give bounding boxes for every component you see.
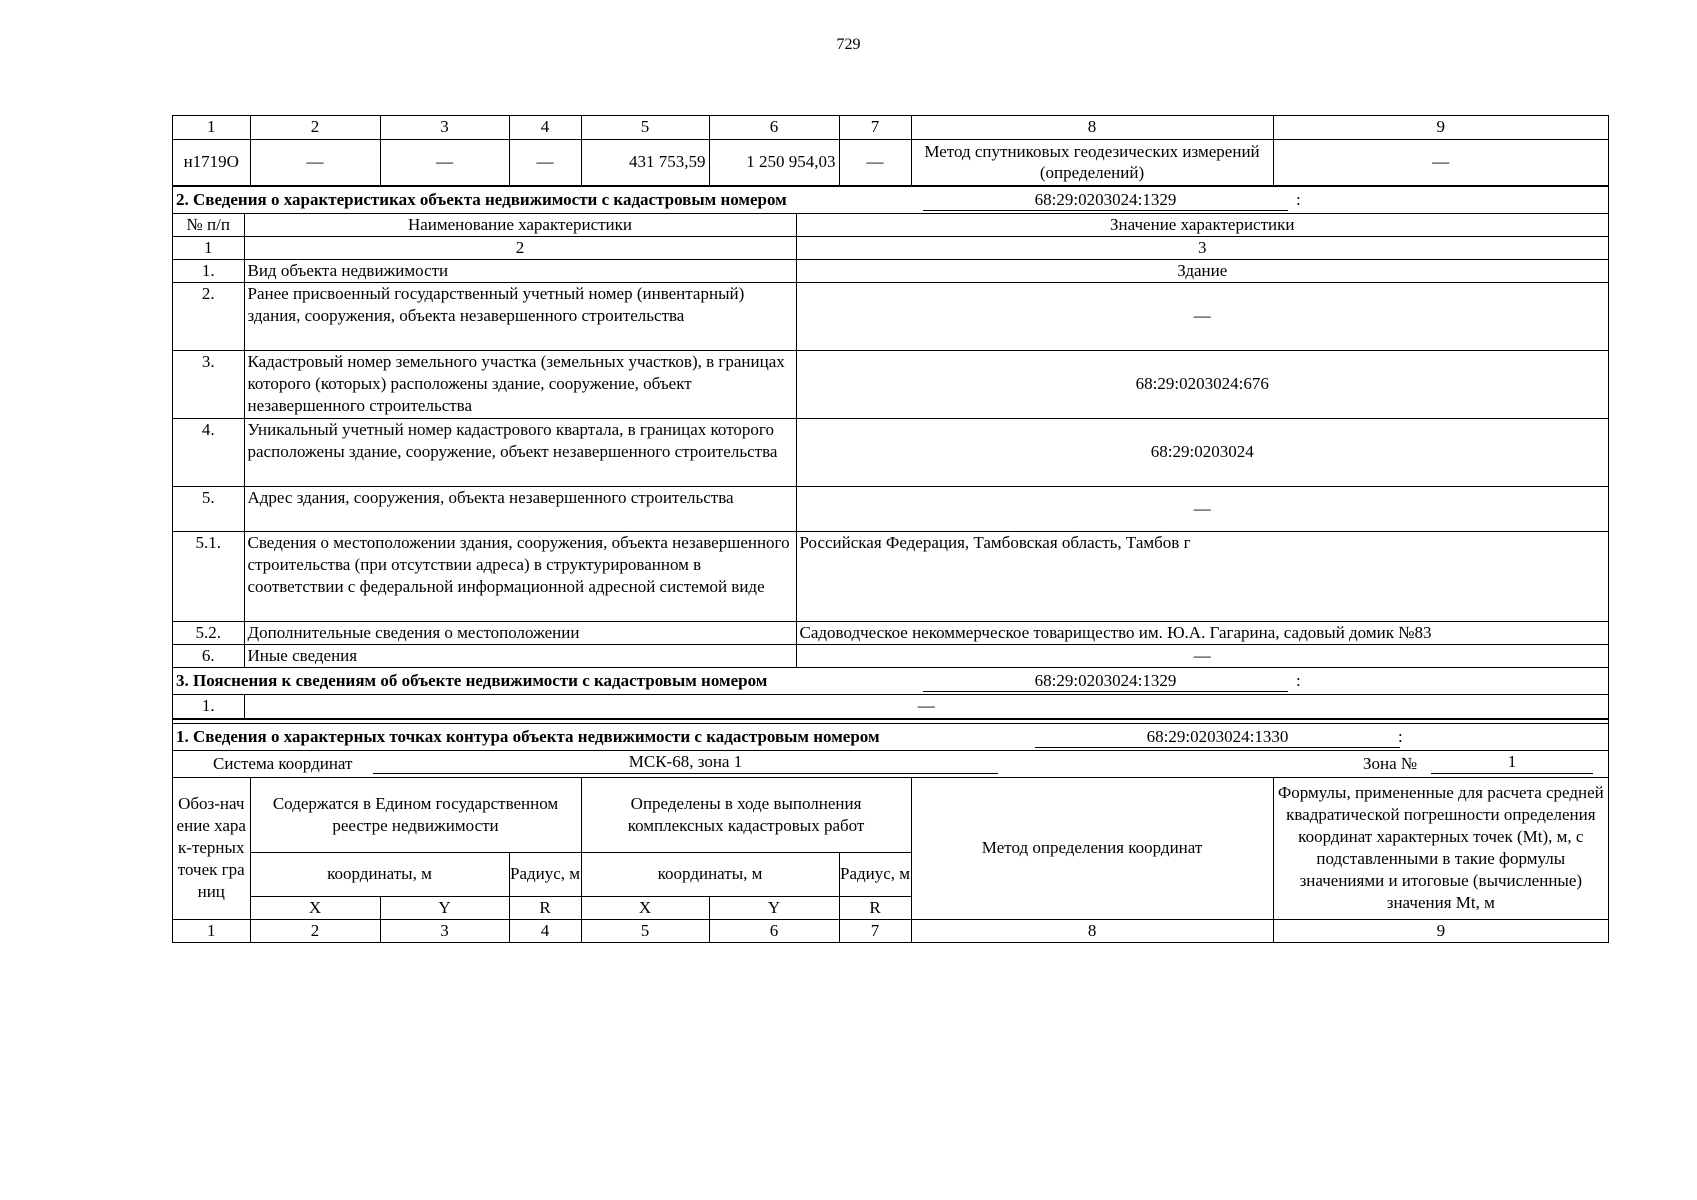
kkr-x: 431 753,59 <box>581 139 709 185</box>
row-name: Иные сведения <box>244 644 796 667</box>
row-value: Российская Федерация, Тамбовская область, Тамбов г <box>796 531 1608 621</box>
section1b-title: 1. Сведения о характерных точках контура объекта недвижимости с кадастровым номером <box>176 727 880 746</box>
section3-colon: : <box>1296 670 1301 690</box>
row-name: Уникальный учетный номер кадастрового квартала, в границах которого расположены здание, сооружение, объект незавершенного строительства <box>244 418 796 486</box>
col-number: 7 <box>839 919 911 942</box>
col-number: 6 <box>709 116 839 139</box>
row-num: 5. <box>173 486 244 531</box>
zone-label: Зона № <box>1363 754 1418 773</box>
characteristic-row <box>173 621 1608 644</box>
row-name: Кадастровый номер земельного участка (земельных участков), в границах которого (которых) расположены здание, сооружение, объект незавершенного строительства <box>244 350 796 418</box>
col-number: 2 <box>250 116 380 139</box>
egrn-y: — <box>380 139 509 185</box>
header-formula: Формулы, примененные для расчета средней квадратической погрешности определения координат характерных точек (Mt), м, с подставленными в такие формулы значениями и итоговые (вычисленные) значения Mt, м <box>1273 778 1608 919</box>
col-number: 8 <box>911 116 1273 139</box>
row-value: — <box>796 486 1608 531</box>
header-egrn-coords: координаты, м <box>250 852 509 896</box>
characteristic-row <box>173 644 1608 667</box>
characteristics-number-row <box>173 236 1608 259</box>
col-number: 4 <box>509 116 581 139</box>
row-value: Здание <box>796 259 1608 282</box>
column-number-row <box>173 116 1608 139</box>
section3-cadastral-number: 68:29:0203024:1329 <box>923 670 1288 692</box>
col-number: 9 <box>1273 919 1608 942</box>
characteristic-row <box>173 418 1608 486</box>
point-row <box>173 139 1608 185</box>
kkr-y: 1 250 954,03 <box>709 139 839 185</box>
explanation-row <box>173 695 1608 719</box>
section2-header <box>173 186 1608 214</box>
section1b-cadastral-number: 68:29:0203024:1330 <box>1035 726 1400 748</box>
row-value: 68:29:0203024 <box>796 418 1608 486</box>
row-num: 5.1. <box>173 531 244 621</box>
header-x: X <box>581 896 709 919</box>
row-value: — <box>796 282 1608 350</box>
formula: — <box>1273 139 1608 185</box>
column-number-row <box>173 919 1608 942</box>
col-number: 2 <box>250 919 380 942</box>
section3-header <box>173 668 1608 695</box>
characteristics-table <box>173 214 1608 668</box>
characteristic-row <box>173 350 1608 418</box>
row-name: Адрес здания, сооружения, объекта незавершенного строительства <box>244 486 796 531</box>
row-num: 5.2. <box>173 621 244 644</box>
header-egrn-radius: Радиус, м <box>509 852 581 896</box>
row-num: 2. <box>173 282 244 350</box>
characteristic-row <box>173 282 1608 350</box>
zone-value: 1 <box>1431 751 1593 774</box>
row-num: 1. <box>173 259 244 282</box>
points-table-header <box>173 778 1608 942</box>
col-header-value: Значение характеристики <box>796 214 1608 237</box>
section1b-colon: : <box>1398 727 1403 746</box>
header-r: R <box>509 896 581 919</box>
points-table-continuation <box>173 116 1608 186</box>
coordinate-system-label: Система координат <box>213 754 353 773</box>
kkr-r: — <box>839 139 911 185</box>
header-r: R <box>839 896 911 919</box>
characteristic-row <box>173 486 1608 531</box>
col-number: 4 <box>509 919 581 942</box>
cadastral-document <box>172 115 1609 943</box>
col-number: 2 <box>244 236 796 259</box>
header-y: Y <box>380 896 509 919</box>
row-name: Сведения о местоположении здания, сооружения, объекта незавершенного строительства (при отсутствии адреса) в структурированном в соответствии с федеральной информационной адресной системой виде <box>244 531 796 621</box>
col-number: 3 <box>380 116 509 139</box>
col-number: 7 <box>839 116 911 139</box>
col-header-num: № п/п <box>173 214 244 237</box>
row-value: 68:29:0203024:676 <box>796 350 1608 418</box>
row-value: — <box>244 695 1608 719</box>
col-number: 3 <box>796 236 1608 259</box>
characteristic-row <box>173 259 1608 282</box>
header-kkr: Определены в ходе выполнения комплексных кадастровых работ <box>581 778 911 852</box>
header-kkr-radius: Радиус, м <box>839 852 911 896</box>
row-value: Садоводческое некоммерческое товарищество им. Ю.А. Гагарина, садовый домик №83 <box>796 621 1608 644</box>
section3-title: 3. Пояснения к сведениям об объекте недвижимости с кадастровым номером <box>176 670 768 690</box>
explanations-table <box>173 695 1608 720</box>
row-value: — <box>796 644 1608 667</box>
col-number: 1 <box>173 919 250 942</box>
coordinate-system-row <box>173 751 1608 778</box>
col-number: 5 <box>581 919 709 942</box>
col-number: 1 <box>173 236 244 259</box>
row-name: Ранее присвоенный государственный учетный номер (инвентарный) здания, сооружения, объекта незавершенного строительства <box>244 282 796 350</box>
header-point: Обоз-начение харак-терных точек границ <box>173 778 250 919</box>
egrn-x: — <box>250 139 380 185</box>
characteristics-header-row <box>173 214 1608 237</box>
row-num: 1. <box>173 695 244 719</box>
section1b-header <box>173 723 1608 751</box>
col-number: 5 <box>581 116 709 139</box>
method: Метод спутниковых геодезических измерений (определений) <box>911 139 1273 185</box>
col-number: 1 <box>173 116 250 139</box>
row-num: 6. <box>173 644 244 667</box>
section2-colon: : <box>1296 189 1301 209</box>
col-number: 9 <box>1273 116 1608 139</box>
row-num: 4. <box>173 418 244 486</box>
row-name: Вид объекта недвижимости <box>244 259 796 282</box>
header-egrn: Содержатся в Едином государственном реестре недвижимости <box>250 778 581 852</box>
point-id: н1719О <box>173 139 250 185</box>
col-number: 6 <box>709 919 839 942</box>
section2-cadastral-number: 68:29:0203024:1329 <box>923 189 1288 211</box>
row-num: 3. <box>173 350 244 418</box>
header-x: X <box>250 896 380 919</box>
page-number: 729 <box>836 36 861 53</box>
header-method: Метод определения координат <box>911 778 1273 919</box>
section2-title: 2. Сведения о характеристиках объекта недвижимости с кадастровым номером <box>176 189 787 209</box>
header-kkr-coords: координаты, м <box>581 852 839 896</box>
col-number: 8 <box>911 919 1273 942</box>
coordinate-system-value: МСК-68, зона 1 <box>373 751 998 774</box>
col-number: 3 <box>380 919 509 942</box>
header-y: Y <box>709 896 839 919</box>
egrn-r: — <box>509 139 581 185</box>
row-name: Дополнительные сведения о местоположении <box>244 621 796 644</box>
col-header-name: Наименование характеристики <box>244 214 796 237</box>
characteristic-row <box>173 531 1608 621</box>
